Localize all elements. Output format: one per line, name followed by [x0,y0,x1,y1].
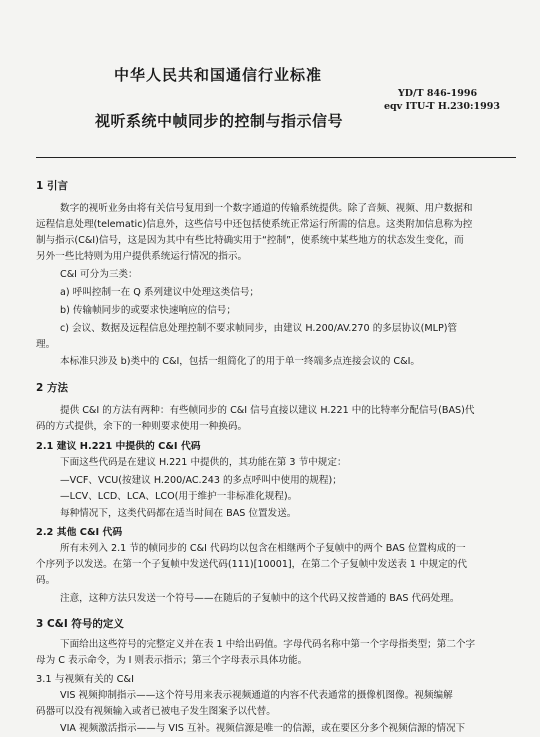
subsection-2-2-text: 码。 [36,575,56,586]
section-1-paragraph-line: 远程信息处理(telematic)信息外，这些信号中还包括使系统正常运行所需的信息。这类附加信息称为控 [36,219,473,230]
subsection-2-2-text: 个序列予以发送。在第一个子复帧中发送代码(111)[10001]，在第二个子复帧中发送表 1 中规定的代 [36,559,467,570]
standard-org-title: 中华人民共和国通信行业标准 [114,66,323,84]
subsection-3-1-heading: 3.1 与视频有关的 C&I [36,674,134,685]
list-item-c: c) 会议、数据及远程信息处理控制不要求帧同步，由建议 H.200/AV.270 的多层协议(MLP)管 [60,323,458,334]
list-item-b: b) 传输帧同步的或要求快速响应的信号； [60,305,236,316]
equivalent-standard-code: eqv ITU-T H.230:1993 [384,101,500,112]
section-2-paragraph-line: 提供 C&I 的方法有两种：有些帧同步的 C&I 信号直接以建议 H.221 中的比特率分配信号(BAS)代 [60,405,475,416]
vis-definition: VIS 视频抑制指示——这个符号用来表示视频通道的内容不代表通常的摄像机图像。视频编解 [60,690,453,701]
subsection-2-2-note: 注意，这种方法只发送一个符号——在随后的子复帧中的这个代码又按普通的 BAS 代码处理。 [60,593,460,604]
document-title: 视听系统中帧同步的控制与指示信号 [95,112,344,130]
section-1-categories-intro: C&I 可分为三类： [60,269,138,280]
subsection-2-1-text: 下面这些代码是在建议 H.221 中提供的，其功能在第 3 节中规定： [60,457,347,468]
subsection-2-1-note: 每种情况下，这类代码都在适当时间在 BAS 位置发送。 [60,508,297,519]
section-1-heading: 1 引言 [36,180,68,192]
list-item-c-continued: 理。 [36,339,56,350]
list-item-a: a) 呼叫控制一在 Q 系列建议中处理这类信号； [60,287,260,298]
via-definition: VIA 视频激活指示——与 VIS 互补。视频信源是唯一的信源，或在要区分多个视频信源的情况下 [60,723,466,734]
vis-definition-continued: 码器可以没有视频输入或者已被电子发生图案予以代替。 [36,706,276,717]
section-3-paragraph-line: 下面给出这些符号的完整定义并在表 1 中给出码值。字母代码名称中第一个字母指类型；第二个字 [60,639,476,650]
section-3-paragraph-line: 母为 C 表示命令，为 I 则表示指示；第三个字母表示具体功能。 [36,655,308,666]
section-1-paragraph-line: 另外一些比特则为用户提供系统运行情况的指示。 [36,251,248,262]
subsection-2-1-heading: 2.1 建议 H.221 中提供的 C&I 代码 [36,441,201,452]
subsection-2-2-heading: 2.2 其他 C&I 代码 [36,527,123,538]
section-2-heading: 2 方法 [36,382,68,394]
section-1-paragraph-line: 数字的视听业务由将有关信号复用到一个数字通道的传输系统提供。除了音频、视频、用户数据和 [60,203,473,214]
subsection-2-2-text: 所有未列入 2.1 节的帧同步的 C&I 代码均以包含在相继两个子复帧中的两个 BAS 位置构成的一 [60,543,466,554]
header-divider [36,157,516,158]
standard-code: YD/T 846-1996 [398,88,478,99]
section-1-scope: 本标准只涉及 b)类中的 C&I，包括一组简化了的用于单一终端多点连接会议的 C&I。 [60,356,420,367]
section-3-heading: 3 C&I 符号的定义 [36,618,124,630]
code-list-item: —VCF、VCU(按建议 H.200/AC.243 的多点呼叫中使用的规程)； [60,475,342,486]
section-2-paragraph-line: 码的方式提供，余下的一种则要求使用一种换码。 [36,421,248,432]
code-list-item: —LCV、LCD、LCA、LCO(用于维护一非标准化规程)。 [60,491,298,502]
section-1-paragraph-line: 制与指示(C&I)信号，这是因为其中有些比特确实用于“控制”，使系统中某些地方的状态发生变化，而 [36,235,464,246]
